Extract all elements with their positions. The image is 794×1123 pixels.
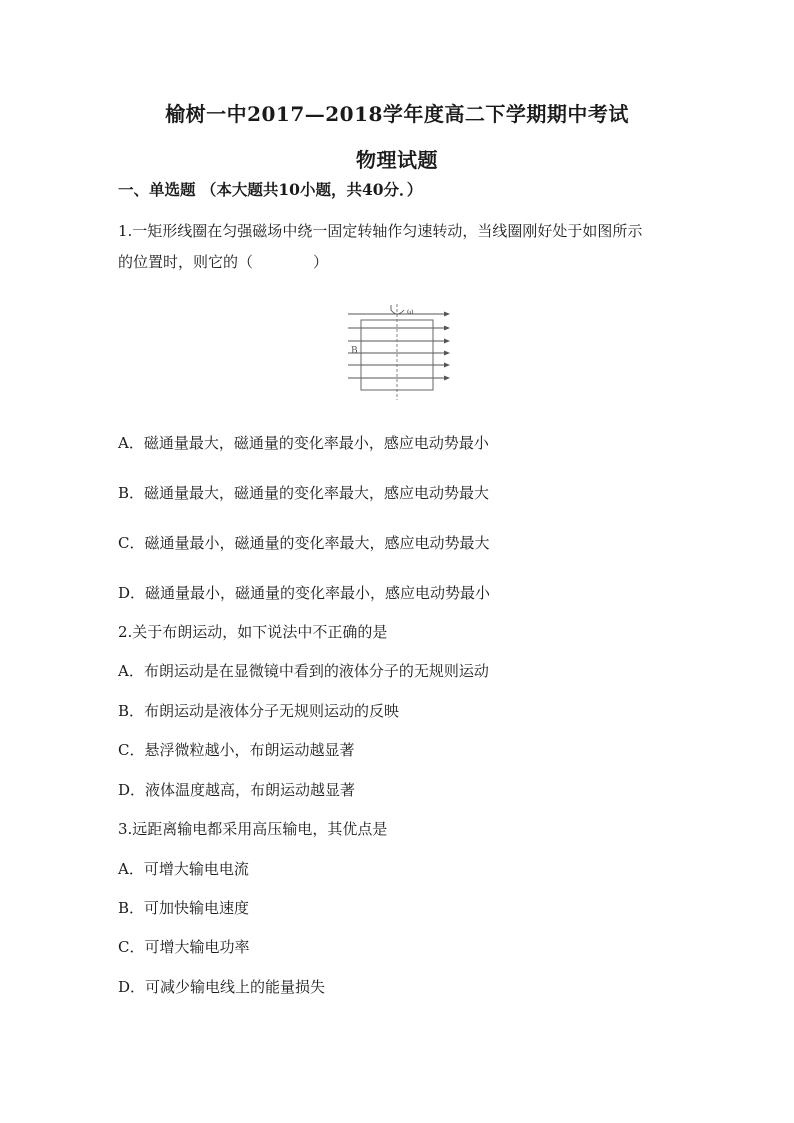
- omega-label: ω: [407, 307, 414, 316]
- question-2-option-d: D．液体温度越高，布朗运动越显著: [118, 781, 356, 799]
- question-1-option-a: A．磁通量最大，磁通量的变化率最小，感应电动势最小: [118, 434, 489, 452]
- section-heading: 一、单选题 （本大题共10小题，共40分．）: [118, 180, 423, 199]
- question-3-stem: 3.远距离输电都采用高压输电，其优点是: [118, 820, 388, 838]
- question-3-option-d: D．可减少输电线上的能量损失: [118, 978, 326, 996]
- field-b-label: B: [351, 346, 358, 356]
- question-3-option-c: C．可增大输电功率: [118, 938, 250, 956]
- coil-in-magnetic-field-figure: [344, 302, 456, 402]
- question-2-option-a: A．布朗运动是在显微镜中看到的液体分子的无规则运动: [118, 662, 489, 680]
- question-2-option-b: B．布朗运动是液体分子无规则运动的反映: [118, 702, 400, 720]
- question-1-stem-line2: 的位置时，则它的（ ）: [118, 253, 329, 271]
- question-2-option-c: C．悬浮微粒越小，布朗运动越显著: [118, 741, 355, 759]
- page-subtitle: 物理试题: [356, 148, 438, 172]
- question-3-option-b: B．可加快输电速度: [118, 899, 250, 917]
- page-title: 榆树一中2017—2018学年度高二下学期期中考试: [165, 102, 629, 126]
- question-1-option-b: B．磁通量最大，磁通量的变化率最大，感应电动势最大: [118, 484, 490, 502]
- question-1-stem-line1: 1.一矩形线圈在匀强磁场中绕一固定转轴作匀速转动，当线圈刚好处于如图所示: [118, 222, 643, 240]
- question-2-stem: 2.关于布朗运动，如下说法中不正确的是: [118, 623, 388, 641]
- question-1-option-d: D．磁通量最小，磁通量的变化率最小，感应电动势最小: [118, 584, 491, 602]
- question-1-option-c: C．磁通量最小，磁通量的变化率最大，感应电动势最大: [118, 534, 490, 552]
- question-3-option-a: A．可增大输电电流: [118, 860, 249, 878]
